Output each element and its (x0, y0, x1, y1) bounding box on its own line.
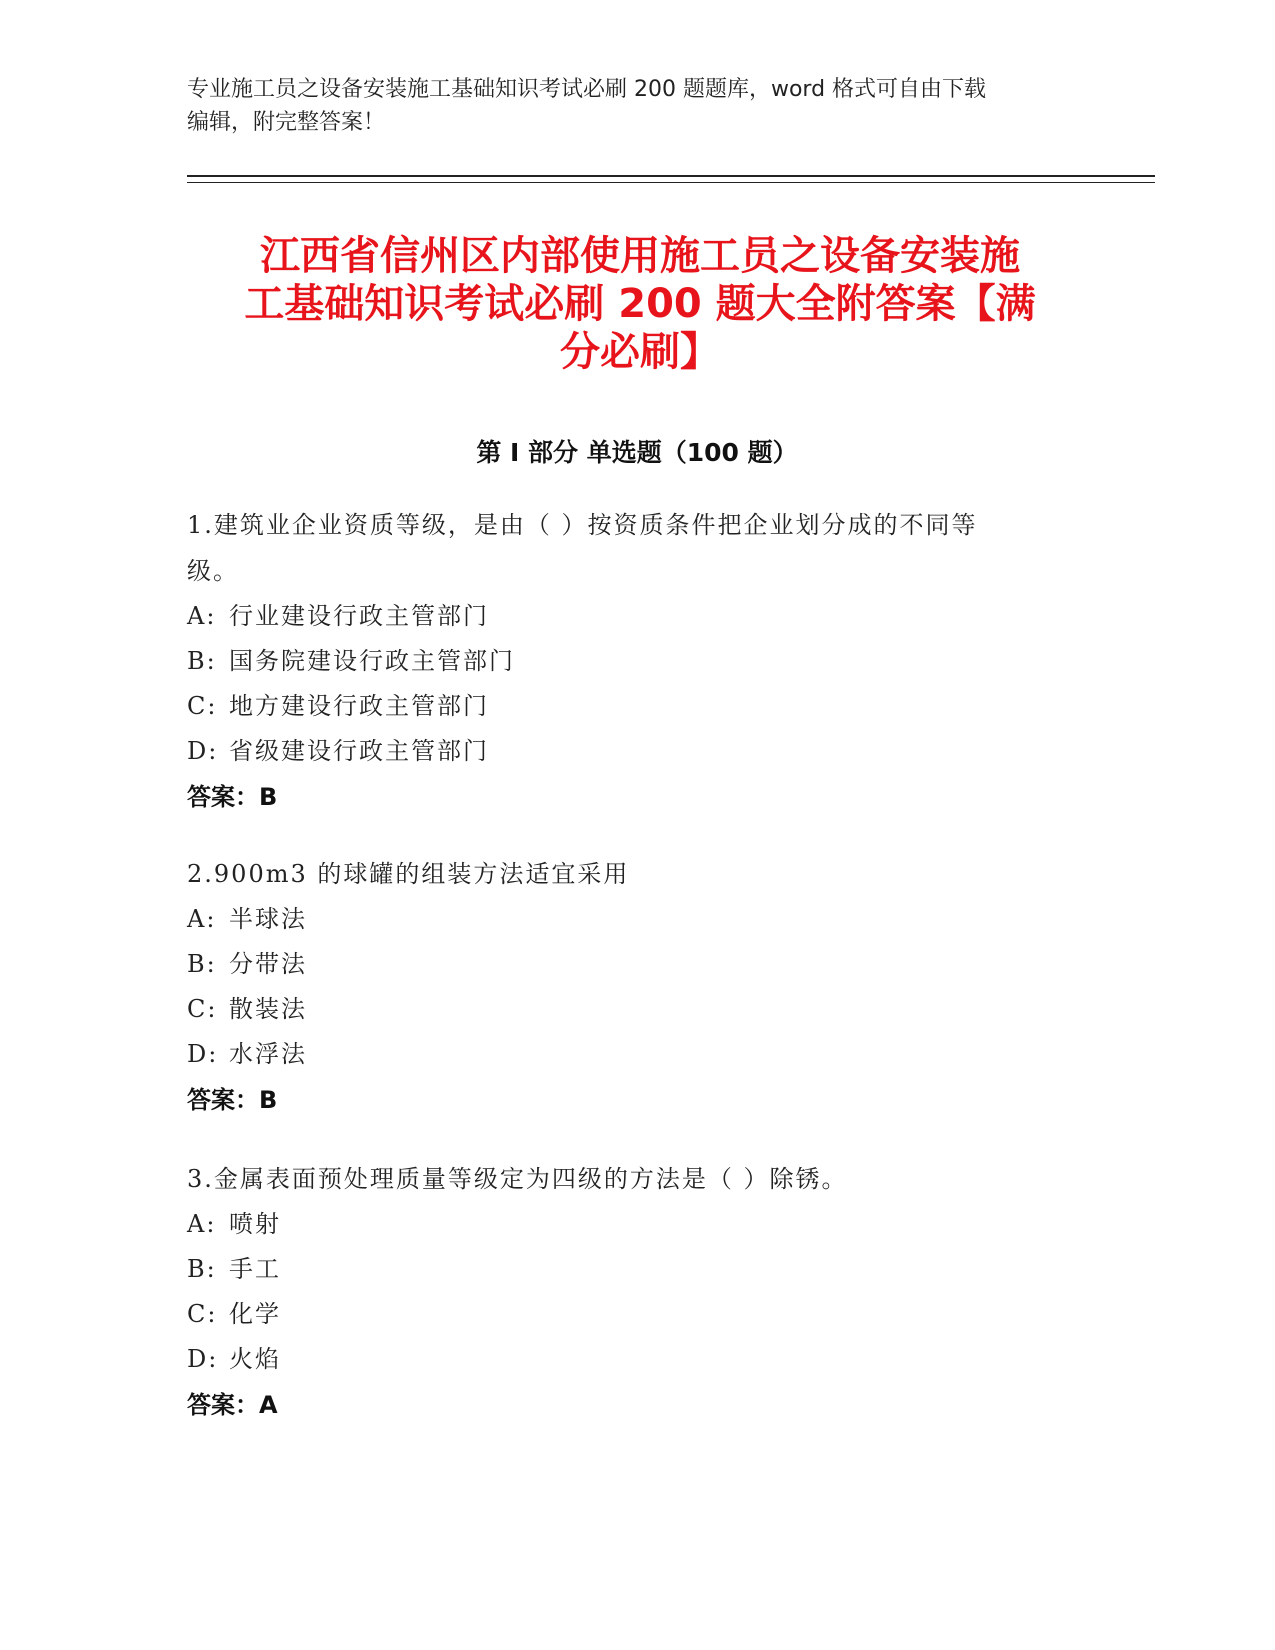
answer: 答案：B (187, 783, 278, 811)
option-c (187, 1292, 1087, 1337)
option-d (187, 1032, 1087, 1077)
option-text: 喷射 (229, 1210, 281, 1238)
title-line: 江西省信州区内部使用施工员之设备安装施 (260, 233, 1020, 279)
option-letter: A: (187, 905, 217, 933)
header-divider-thick (187, 175, 1155, 177)
option-text: 水浮法 (229, 1040, 307, 1068)
option-c (187, 987, 1087, 1032)
section-heading: 第 I 部分 单选题（100 题） (476, 438, 798, 467)
header-note-line: 编辑，附完整答案！ (187, 110, 386, 135)
option-text: 半球法 (229, 905, 307, 933)
option-a (187, 1202, 1087, 1247)
question-1 (187, 502, 1087, 820)
header-divider-thin (187, 182, 1155, 183)
question-3 (187, 1156, 1087, 1428)
option-text: 行业建设行政主管部门 (229, 602, 489, 630)
option-letter: B: (187, 647, 217, 675)
option-a (187, 897, 1087, 942)
option-b (187, 942, 1087, 987)
document-title (190, 232, 1090, 376)
option-text: 手工 (229, 1255, 281, 1283)
option-d (187, 1337, 1087, 1382)
option-text: 散装法 (229, 995, 307, 1023)
answer: 答案：A (187, 1391, 278, 1419)
answer: 答案：B (187, 1086, 278, 1114)
option-letter: C: (187, 995, 218, 1023)
option-b (187, 639, 1087, 684)
option-text: 化学 (229, 1300, 281, 1328)
question-stem: 级。 (187, 557, 239, 585)
option-c (187, 684, 1087, 729)
option-letter: D: (187, 1040, 219, 1068)
option-letter: B: (187, 950, 217, 978)
option-a (187, 594, 1087, 639)
title-line: 分必刷】 (560, 329, 720, 375)
option-d (187, 729, 1087, 774)
question-stem: 1.建筑业企业资质等级，是由（ ）按资质条件把企业划分成的不同等 (187, 511, 978, 539)
option-letter: A: (187, 1210, 217, 1238)
option-text: 国务院建设行政主管部门 (229, 647, 515, 675)
option-letter: A: (187, 602, 217, 630)
option-text: 分带法 (229, 950, 307, 978)
option-text: 火焰 (229, 1345, 281, 1373)
title-line: 工基础知识考试必刷 200 题大全附答案【满 (244, 281, 1036, 327)
question-2 (187, 851, 1087, 1123)
option-letter: C: (187, 692, 218, 720)
question-stem: 2.900m3 的球罐的组装方法适宜采用 (187, 860, 630, 888)
option-text: 地方建设行政主管部门 (229, 692, 489, 720)
option-letter: C: (187, 1300, 218, 1328)
header-note (187, 73, 1087, 139)
option-text: 省级建设行政主管部门 (229, 737, 489, 765)
option-b (187, 1247, 1087, 1292)
option-letter: D: (187, 1345, 219, 1373)
option-letter: D: (187, 737, 219, 765)
option-letter: B: (187, 1255, 217, 1283)
question-stem: 3.金属表面预处理质量等级定为四级的方法是（ ）除锈。 (187, 1165, 848, 1193)
header-note-line: 专业施工员之设备安装施工基础知识考试必刷 200 题题库，word 格式可自由下载 (187, 77, 987, 102)
